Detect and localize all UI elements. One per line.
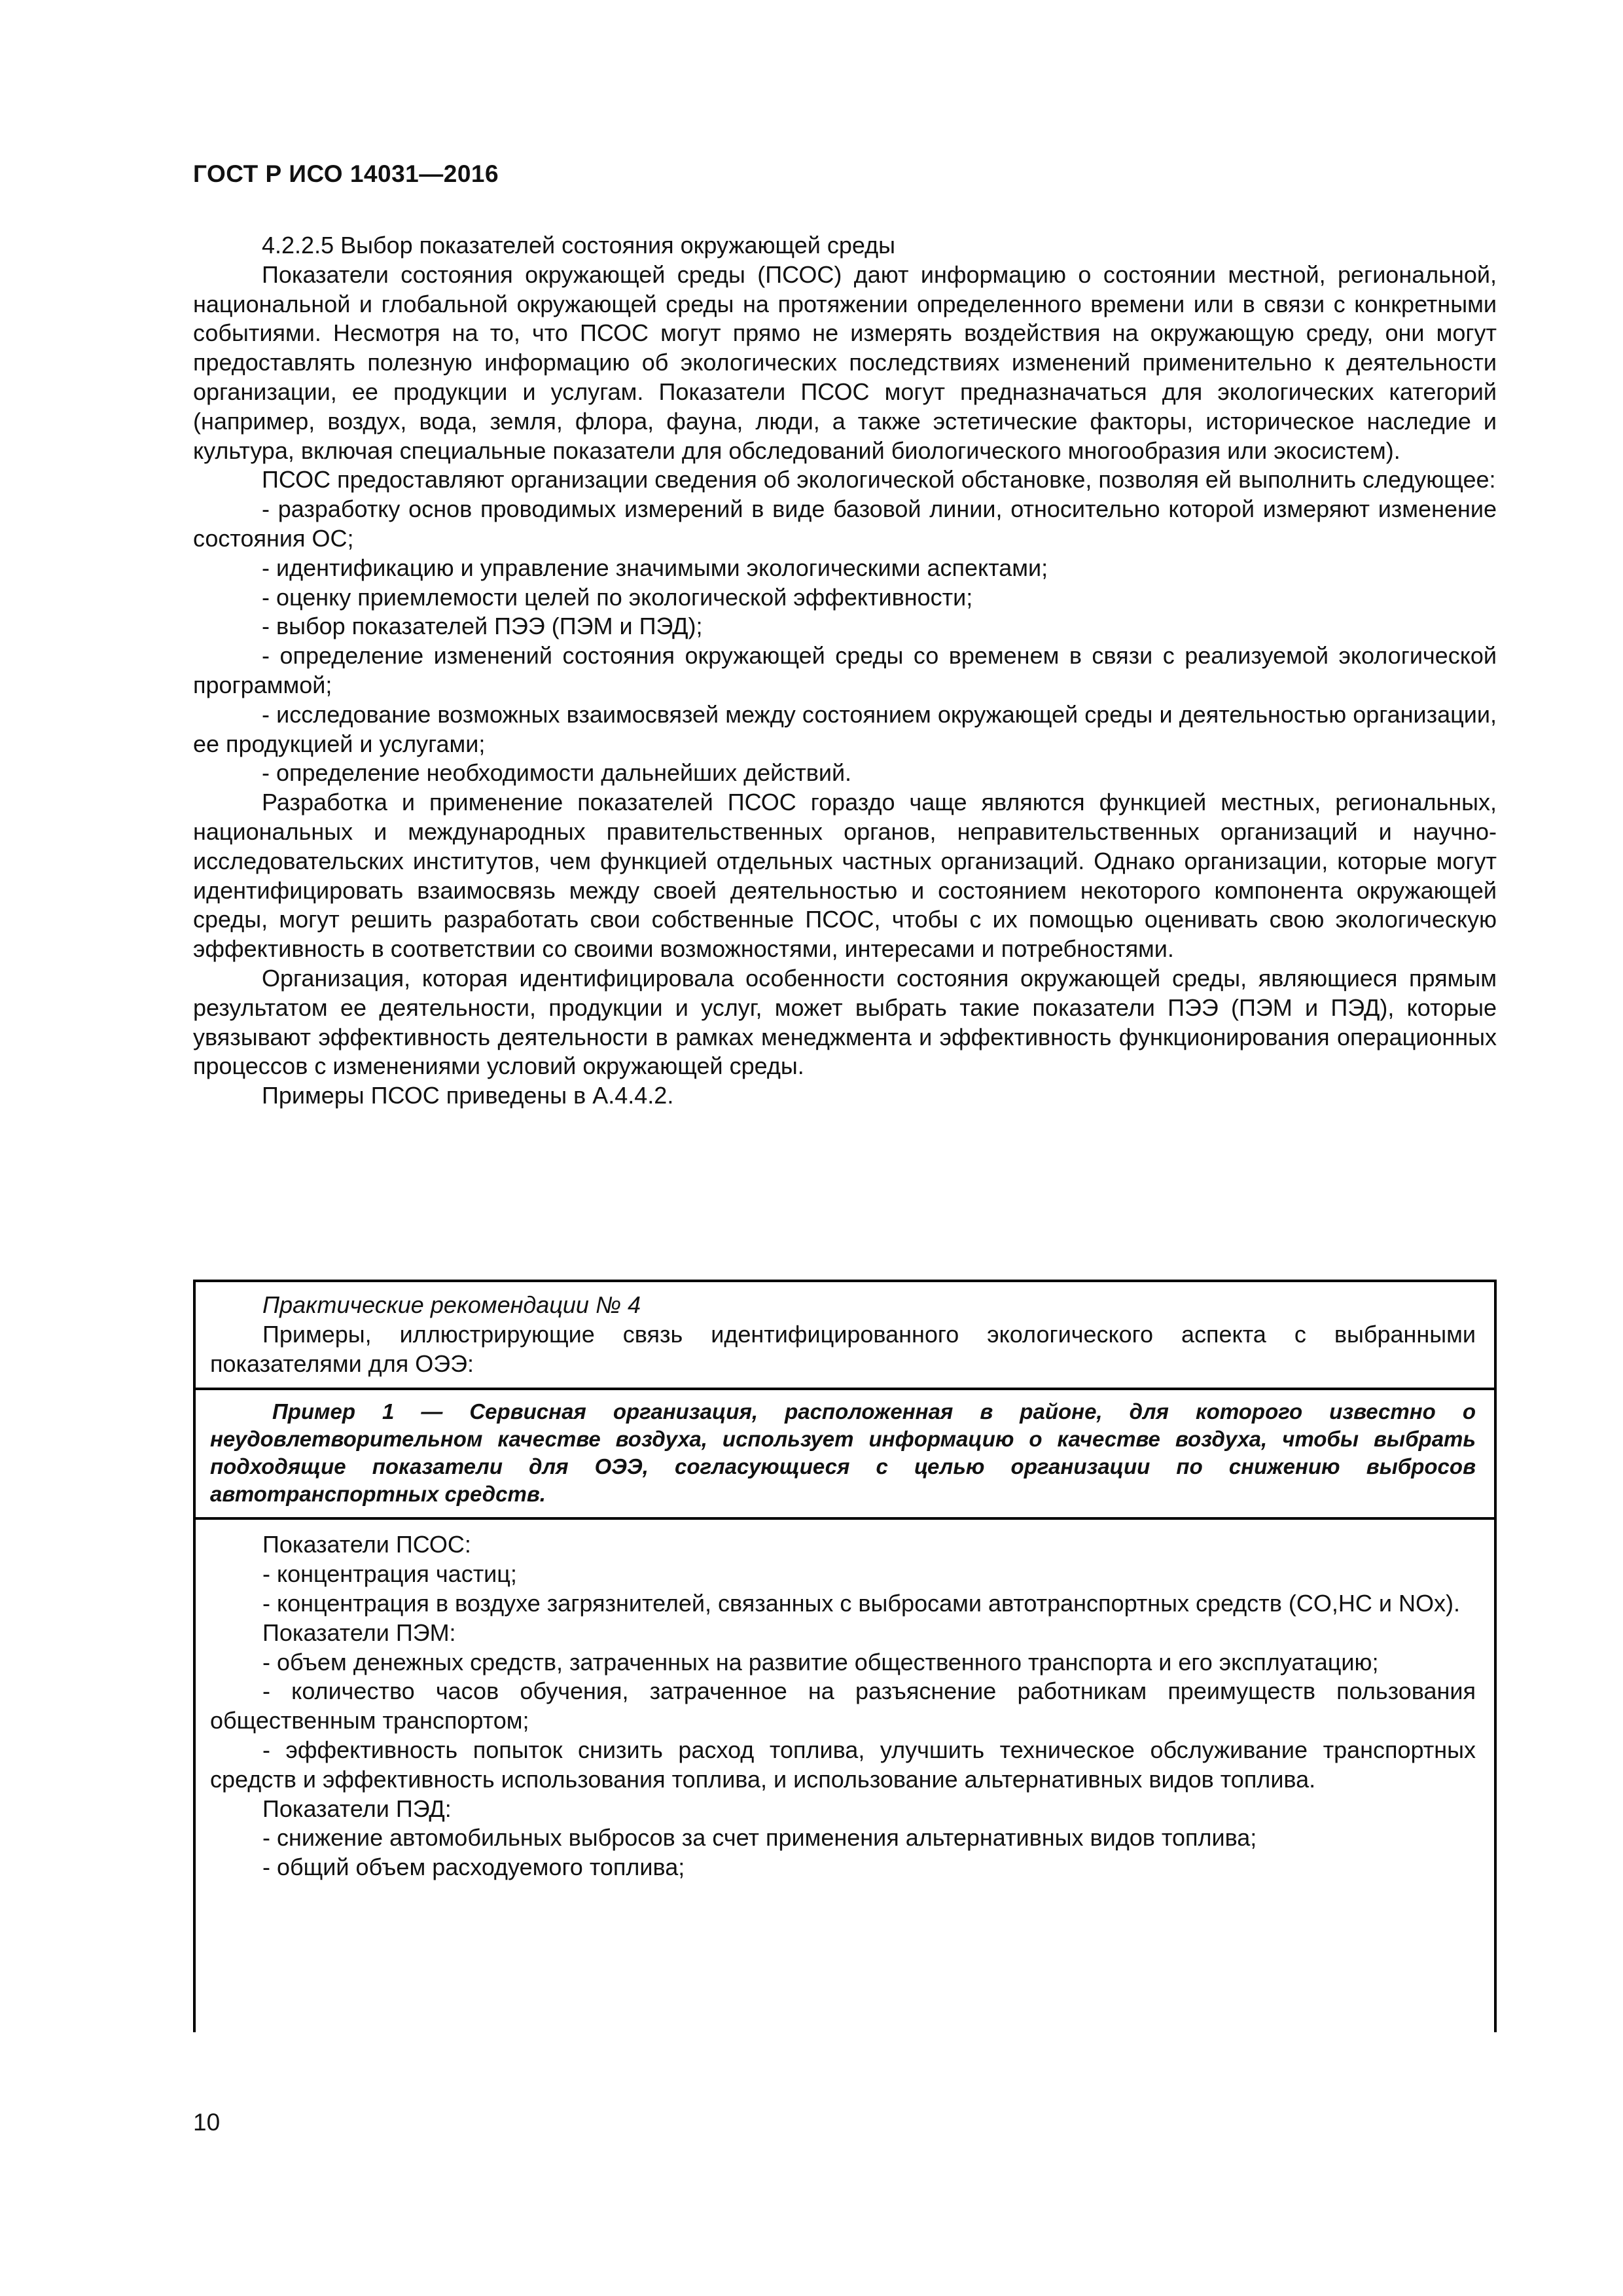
list-item: - идентификацию и управление значимыми экологическими аспектами; <box>262 554 1048 581</box>
paragraph: Примеры ПСОС приведены в А.4.4.2. <box>262 1082 674 1109</box>
example-text: Пример 1 — Сервисная организация, расположенная в районе, для которого известно о неудовлетворительном качестве воздуха, использует информацию о качестве воздуха, чтобы выбрать подходящие показатели для ОЭЭ, согласующиеся с целью организации по снижению выбросов автотранспортных средств. <box>210 1399 1476 1507</box>
list-item: - количество часов обучения, затраченное на разъяснение работникам преимуществ пользования общественным транспортом; <box>210 1677 1476 1734</box>
example-block <box>196 1388 1494 1520</box>
list-item: - оценку приемлемости целей по экологической эффективности; <box>262 583 973 611</box>
list-item: - определение необходимости дальнейших действий. <box>262 759 852 787</box>
paragraph: Разработка и применение показателей ПСОС гораздо чаще являются функцией местных, региональных, национальных и международных правительственных органов, неправительственных организаций и научно-исследовательских институтов, чем функцией отдельных частных организаций. Однако организации, которые могут идентифицировать взаимосвязь между своей деятельностью и состоянием некоторого компонента окружающей среды, могут решить разработать свои собственные ПСОС, чтобы с их помощью оценивать свою экологическую эффективность в соответствии со своими возможностями, интересами и потребностями. <box>193 789 1497 963</box>
list-item: - общий объем расходуемого топлива; <box>262 1854 685 1881</box>
paragraph: Показатели состояния окружающей среды (ПСОС) дают информацию о состоянии местной, региональной, национальной и глобальной окружающей среды на протяжении определенного времени или в связи с конкретными событиями. Несмотря на то, что ПСОС могут прямо не измерять воздействия на окружающую среду, они могут предоставлять полезную информацию об экологических последствиях изменений применительно к деятельности организации, ее продукции и услугам. Показатели ПСОС могут предназначаться для экологических категорий (например, воздух, вода, земля, флора, фауна, люди, а также эстетические факторы, историческое наследие и культура, включая специальные показатели для обследований биологического многообразия или экосистем). <box>193 260 1497 464</box>
main-text <box>193 231 1497 1111</box>
box-title: Практические рекомендации № 4 <box>262 1291 641 1318</box>
paragraph: ПСОС предоставляют организации сведения об экологической обстановке, позволяя ей выполнить следующее: <box>262 466 1496 493</box>
list-item: - разработку основ проводимых измерений в виде базовой линии, относительно которой измеряют изменение состояния ОС; <box>193 495 1497 552</box>
page-number: 10 <box>193 2109 221 2136</box>
section-heading: 4.2.2.5 Выбор показателей состояния окружающей среды <box>262 232 895 259</box>
psos-heading: Показатели ПСОС: <box>262 1531 471 1558</box>
ped-heading: Показатели ПЭД: <box>262 1795 452 1822</box>
list-item: - исследование возможных взаимосвязей между состоянием окружающей среды и деятельностью организации, ее продукцией и услугами; <box>193 700 1497 757</box>
list-item: - выбор показателей ПЭЭ (ПЭМ и ПЭД); <box>262 613 703 640</box>
list-item: - концентрация в воздухе загрязнителей, связанных с выбросами автотранспортных средств (CO,HC и NOx). <box>262 1589 1461 1617</box>
recommendations-box <box>193 1280 1497 2032</box>
paragraph: Организация, которая идентифицировала особенности состояния окружающей среды, являющиеся прямым результатом ее деятельности, продукции и услуг, может выбрать такие показатели ПЭЭ (ПЭМ и ПЭД), которые увязывают эффективность деятельности в рамках менеджмента и эффективность функционирования операционных процессов с изменениями условий окружающей среды. <box>193 964 1497 1080</box>
list-item: - снижение автомобильных выбросов за счет применения альтернативных видов топлива; <box>262 1824 1257 1852</box>
list-item: - концентрация частиц; <box>262 1560 517 1588</box>
list-item: - определение изменений состояния окружающей среды со временем в связи с реализуемой экологической программой; <box>193 642 1497 698</box>
list-item: - эффективность попыток снизить расход топлива, улучшить техническое обслуживание транспортных средств и эффективность использования топлива, и использование альтернативных видов топлива. <box>210 1736 1476 1793</box>
list-item: - объем денежных средств, затраченных на развитие общественного транспорта и его эксплуатацию; <box>262 1648 1379 1676</box>
document-header: ГОСТ Р ИСО 14031—2016 <box>193 160 499 187</box>
pem-heading: Показатели ПЭМ: <box>262 1619 456 1646</box>
box-intro: Примеры, иллюстрирующие связь идентифицированного экологического аспекта с выбранными показателями для ОЭЭ: <box>210 1320 1476 1377</box>
